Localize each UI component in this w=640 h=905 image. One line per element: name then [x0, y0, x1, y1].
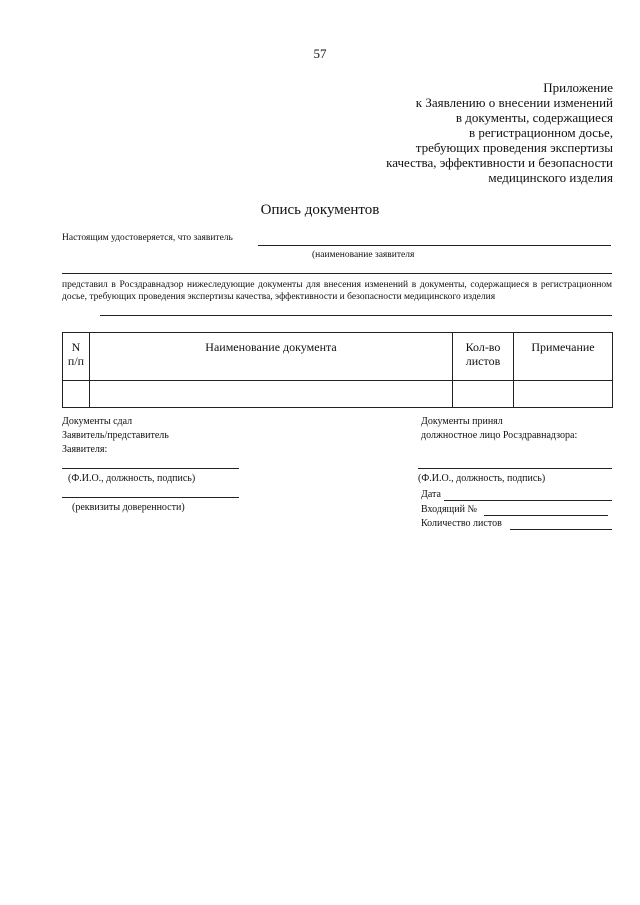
received-line2: должностное лицо Росздравнадзора: — [421, 430, 578, 441]
handed-line2: Заявитель/представитель — [62, 430, 169, 441]
header-sheets: Кол-во листов — [453, 333, 514, 381]
certify-text: Настоящим удостоверяется, что заявитель — [62, 233, 233, 243]
handed-power-line — [62, 497, 239, 498]
document-title: Опись документов — [260, 202, 380, 218]
header-note: Примечание — [514, 333, 613, 381]
presented-underline — [100, 315, 612, 316]
applicant-name-line — [258, 245, 611, 246]
appendix-line: в документы, содержащиеся — [455, 110, 613, 125]
handed-line1: Документы сдал — [62, 416, 133, 427]
appendix-line: требующих проведения экспертизы — [415, 140, 613, 155]
sheets-line — [510, 529, 612, 530]
handed-power-hint: (реквизиты доверенности) — [72, 502, 185, 513]
table-header-row — [63, 333, 613, 381]
appendix-line: в регистрационном досье, — [468, 125, 613, 140]
handed-sign-line — [62, 468, 239, 469]
appendix-block — [313, 80, 613, 185]
incoming-label: Входящий № — [421, 504, 478, 515]
cell-number[interactable] — [63, 381, 90, 408]
received-line1: Документы принял — [421, 416, 503, 427]
page-number: 57 — [313, 46, 327, 61]
cell-note[interactable] — [514, 381, 613, 408]
appendix-line: медицинского изделия — [488, 170, 613, 185]
received-sign-line — [418, 468, 612, 469]
header-number: N п/п — [63, 333, 90, 381]
table-row — [63, 381, 613, 408]
handed-line3: Заявителя: — [62, 444, 108, 455]
header-doc-name: Наименование документа — [90, 333, 453, 381]
cell-sheets[interactable] — [453, 381, 514, 408]
date-line — [444, 500, 612, 501]
handed-sign-hint: (Ф.И.О., должность, подпись) — [68, 473, 196, 484]
incoming-line — [484, 515, 608, 516]
sheets-label: Количество листов — [421, 518, 502, 529]
appendix-line: к Заявлению о внесении изменений — [415, 95, 613, 110]
appendix-line: Приложение — [543, 80, 613, 95]
cell-doc-name[interactable] — [90, 381, 453, 408]
applicant-name-line-2 — [62, 273, 612, 274]
applicant-name-hint: (наименование заявителя — [312, 250, 415, 260]
appendix-line: качества, эффективности и безопасности — [386, 155, 613, 170]
presented-text: представил в Росздравнадзор нижеследующие документы для внесения изменений в документы, содержащиеся в регистрационном досье, требующих проведения экспертизы качества, эффективности и безопасности медицинского изделия — [62, 280, 612, 302]
documents-table — [62, 332, 613, 408]
date-label: Дата — [421, 489, 441, 500]
received-sign-hint: (Ф.И.О., должность, подпись) — [418, 473, 546, 484]
